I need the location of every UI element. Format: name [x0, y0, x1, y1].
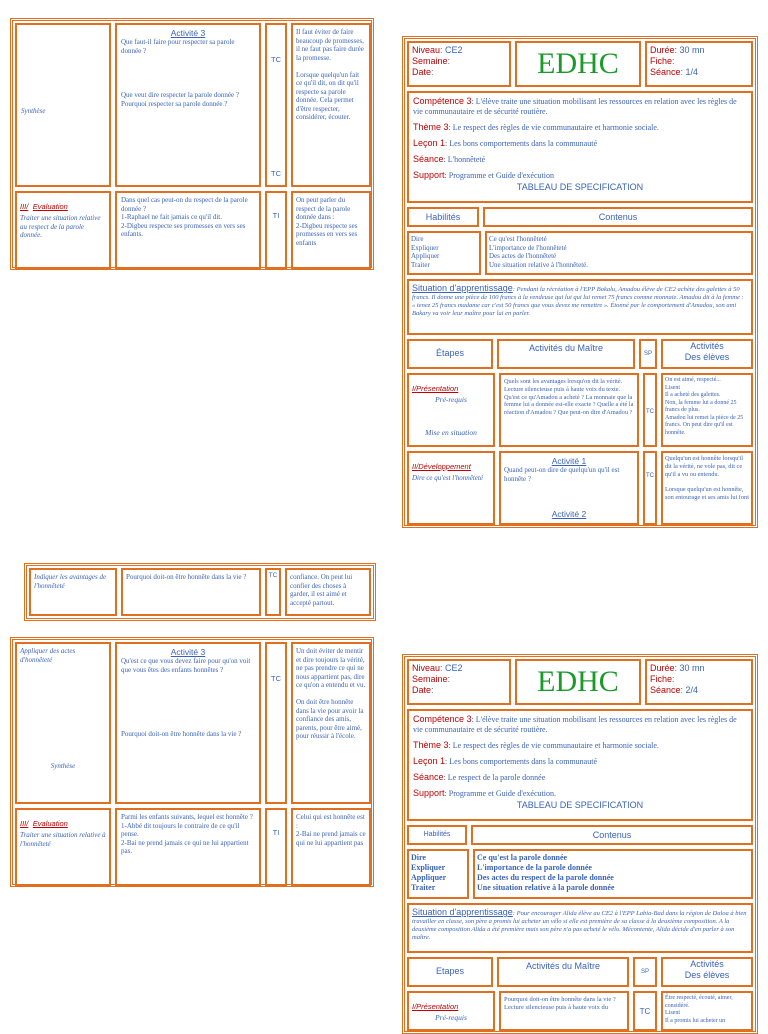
situation-label: Situation d'apprentissage	[412, 283, 513, 293]
competence2-block: Compétence 3: L'élève traite une situation mobilisant les ressources en relation avec les règles de vie communautaire et de sécurité routière. Thème 3: Le respect des règles de vie communautaire et harmonie sociale. Leçon 1: Les bons comportements dans la communauté Séance: Le respect de la parole donnée Support: Programme et Guide d'exécution. TABLEAU DE SPECIFICATION	[407, 709, 753, 821]
sp-label: SP	[643, 351, 652, 357]
panel-activite3-bottom	[10, 637, 374, 887]
niveau2-label: Niveau	[412, 663, 441, 673]
pres2-num: I/	[412, 1002, 417, 1011]
support2-text: Programme et Guide d'exécution.	[448, 789, 556, 798]
seance2-text: L'honnêteté	[447, 155, 486, 164]
lecon2-text: Les bons comportements dans la communauté	[449, 757, 598, 766]
evaluation-cell	[15, 191, 111, 269]
tableau2-title: TABLEAU DE SPECIFICATION	[516, 800, 644, 810]
date2-label: Date	[412, 685, 432, 695]
presentation2-maitre: Pourquoi doit-on être honnête dans la vie ? Lecture silencieuse puis à haute voix du	[504, 996, 616, 1011]
fiche-header-1	[402, 36, 758, 528]
subject-title: EDHC	[537, 47, 619, 80]
niveau2-cell: Niveau: CE2 Semaine: Date:	[407, 659, 511, 705]
duree2-cell: Durée: 30 mn Fiche: Séance: 2/4	[645, 659, 753, 705]
act-eleves2-header	[661, 957, 753, 987]
habilites-list: Dire Expliquer Appliquer Traiter	[411, 235, 440, 269]
competence-label: Compétence 3	[413, 96, 472, 106]
lecon-text: Les bons comportements dans la communauté	[449, 139, 598, 148]
eval2-text: Traiter une situation relative à l'honnêteté	[20, 831, 106, 848]
situation-text: Pendant la récréation à l'EPP Bokalu, Amadou élève de CE2 achète des galettes à 50 francs. Il donne une pièce de 100 francs à la vendeuse qui lui qui lui remet 75 francs comme monnaie. Amadou dit à la femme : « tenez 25 francs madame car c'est 50 francs que vous devez me remettre ». Étonné par le comportement d'Amadou, son ami Bakary va voir leur maître pour lui en parler.	[412, 286, 744, 317]
pres-label: Présentation	[416, 384, 459, 393]
presentation2-eleves-cell	[661, 991, 753, 1031]
fiche2-label: Fiche	[650, 674, 673, 684]
semaine2-label: Semaine	[412, 674, 448, 684]
ti2-label: TI	[272, 828, 280, 837]
lecon-label: Leçon 1	[413, 138, 446, 148]
duree-cell: Durée: 30 mn Fiche: Séance: 1/4	[645, 41, 753, 87]
avantages-question: Pourquoi doit-on être honnête dans la vie ?	[126, 573, 247, 581]
competence2-label: Compétence 3	[413, 714, 472, 724]
dev-num: II/	[412, 462, 419, 471]
eval-label: Evaluation	[32, 202, 68, 211]
sp2-header	[633, 957, 657, 987]
pres-num: I/	[412, 384, 417, 393]
contenus2-list: Ce qu'est la parole donnée L'importance de la parole donnée Des actes du respect de la parole donnée Une situation relative à la parole donnée	[477, 853, 615, 892]
seance-value: 1/4	[685, 67, 699, 77]
eval-question-cell	[115, 191, 261, 269]
ti-label: TI	[272, 211, 280, 220]
habilites2-label: Habilités	[423, 831, 451, 838]
act-maitre2-header	[497, 957, 629, 987]
activite3b-answer-cell	[291, 642, 371, 804]
act-eleves2-label: Activités Des élèves	[684, 959, 730, 980]
situation2-cell: Situation d'apprentissage: Pour encourager Alida élève au CE2 à l'EPP Labia-Bad dans la région de Daloa à bien travailler en classe, son père a promis lui acheter un vélo si elle est première de sa classe à la deuxième composition. A la deuxième composition Alida a été première mais son père n'a pas acheté le vélo. Mécontente, Alida décide d'en parler à son maître.	[407, 903, 753, 953]
act-maitre-label: Activités du Maître	[528, 343, 604, 353]
contenus2-label: Contenus	[592, 830, 632, 840]
activite3-question-cell	[115, 23, 261, 187]
developpement-eleves-cell	[661, 451, 753, 525]
competence-block: Compétence 3: L'élève traite une situation mobilisant les ressources en relation avec les règles de vie communautaire et de sécurité routière. Thème 3: Le respect des règles de vie communautaire et harmonie sociale. Leçon 1: Les bons comportements dans la communauté Séance: L'honnêteté Support: Programme et Guide d'exécution TABLEAU DE SPECIFICATION	[407, 91, 753, 203]
fiche-header-2	[402, 654, 758, 1034]
avantages-left-cell	[29, 568, 117, 616]
synthese-cell	[15, 23, 111, 187]
avantages-answer: confiance. On peut lui confier des choses à garder, il est aimé et accepté partout.	[290, 573, 353, 607]
developpement-cell	[407, 451, 495, 525]
support-text: Programme et Guide d'exécution	[448, 171, 554, 180]
duree-value: 30 mn	[679, 45, 705, 55]
activite3b-answer: Un doit éviter de mentir et dire toujours la vérité, ne pas prendre ce qui ne nous appartient pas, dire ce qu'on a entendu et vu. On doit être honnête dans la vie pour avoir la confiance des amis, parents, pour être aimé, pour réussir à l'école.	[296, 647, 366, 740]
presentation2-maitre-cell	[499, 991, 629, 1031]
tc-cell	[265, 23, 287, 187]
contenus2-header	[471, 825, 753, 845]
tc-label-2: TC	[271, 169, 281, 178]
sp2-label: SP	[640, 969, 649, 975]
date-label: Date	[412, 67, 432, 77]
niveau-cell: Niveau: CE2 Semaine: Date:	[407, 41, 511, 87]
synthese2-label: Synthèse	[50, 762, 76, 770]
theme-text: Le respect des règles de vie communautaire et harmonie sociale.	[452, 123, 659, 132]
presentation-maitre: Quels sont les avantages lorsqu'on dit la vérité. Lecture silencieuse puis à haute voix du texte. Qu'est ce qu'Amadou a acheté ? La monnaie que la femme lui a donnée est-elle exacte ? Quelle a été la réaction d'Amadou ? Que peut-on dire d'Amadou ?	[504, 378, 634, 417]
competence-text: L'élève traite une situation mobilisant les ressources en relation avec les règles de vie communautaire et de sécurité routière.	[413, 97, 737, 116]
developpement-maitre-cell	[499, 451, 639, 525]
semaine-label: Semaine	[412, 56, 448, 66]
seance2b-text: Le respect de la parole donnée	[447, 773, 546, 782]
act-eleves-label: Activités Des élèves	[684, 341, 730, 362]
activite3b-question-2: Pourquoi doit-on être honnête dans la vie ?	[121, 730, 242, 738]
activite3b-question-1: Qu'est ce que vous devez faire pour qu'on voit que vous êtes des enfants honnêtes ?	[121, 657, 251, 674]
etapes-label: Étapes	[435, 348, 465, 358]
avantages-answer-cell	[285, 568, 371, 616]
presentation-cell	[407, 373, 495, 447]
presentation-eleves-cell	[661, 373, 753, 447]
act-maitre-header	[497, 339, 635, 369]
duree2-label: Durée	[650, 663, 675, 673]
activite2-title: Activité 2	[551, 509, 587, 519]
avantages-left: Indiquer les avantages de l'honnêteté	[34, 573, 107, 590]
seance2-label: Séance	[413, 154, 444, 164]
activite1-question: Quand peut-on dire de quelqu'un qu'il est honnête ?	[504, 466, 620, 483]
contenus2-list-cell	[473, 849, 753, 899]
contenus-list: Ce qu'est l'honnêteté L'importance de l'honnêteté Des actes de l'honnêteté Une situation relative à l'honnêteté.	[489, 235, 589, 269]
etapes2-header	[407, 957, 493, 987]
contenus-header	[483, 207, 753, 227]
prereq-label: Pré-requis	[435, 395, 467, 404]
eval2-answer: Celui qui est honnête est : 2-Bai ne prend jamais ce qui ne lui appartient pas	[296, 813, 366, 847]
eval-text: Traiter une situation relative au respect de la parole donnée.	[20, 214, 101, 239]
activite3b-title: Activité 3	[170, 647, 206, 657]
theme2-text: Le respect des règles de vie communautaire et harmonie sociale.	[452, 741, 659, 750]
sp-header	[639, 339, 657, 369]
seance2-hd-value: 2/4	[685, 685, 699, 695]
avantages-question-cell	[121, 568, 261, 616]
panel-activite3-top	[10, 18, 374, 270]
activite3-answer-cell	[291, 23, 371, 187]
seance2-hd-label: Séance	[650, 685, 681, 695]
activite3-title: Activité 3	[170, 28, 206, 38]
subject2-title: EDHC	[537, 665, 619, 698]
activite3b-question-cell	[115, 642, 261, 804]
contenus-label: Contenus	[598, 212, 638, 222]
habilites-list-cell	[407, 231, 481, 275]
activite3-question-2: Que veut dire respecter la parole donnée ? Pourquoi respecter sa parole donnée ?	[121, 91, 239, 108]
synthese-label: Synthèse	[21, 107, 46, 115]
contenus-list-cell	[485, 231, 753, 275]
habilites2-header	[407, 825, 467, 845]
theme-label: Thème 3	[413, 122, 449, 132]
seance-label: Séance	[650, 67, 681, 77]
act-maitre2-label: Activités du Maître	[525, 961, 601, 971]
eval2-question-cell	[115, 808, 261, 886]
presentation-tc-cell	[643, 373, 657, 447]
support2-label: Support	[413, 788, 445, 798]
situation-cell: Situation d'apprentissage: Pendant la récréation à l'EPP Bokalu, Amadou élève de CE2 achète des galettes à 50 francs. Il donne une pièce de 100 francs à la vendeuse qui lui qui lui remet 75 francs comme monnaie. Amadou dit à la femme : « tenez 25 francs madame car c'est 50 francs que vous devez me remettre ». Étonné par le comportement d'Amadou, son ami Bakary va voir leur maître pour lui en parler.	[407, 279, 753, 335]
subject2-cell	[515, 659, 641, 705]
subject-cell	[515, 41, 641, 87]
activite3-question-1: Que faut-il faire pour respecter sa parole donnée ?	[121, 38, 235, 55]
eval2-num: III/	[20, 819, 29, 828]
presentation2-tc: TC	[639, 1007, 651, 1016]
presentation-eleves: On est aimé, respecté... Lisent Il a acheté des galettes. Non, la femme lui a donné 25 francs de plus. Amadou lui remet la pièce de 25 francs. On peut dire qu'il est honnête.	[665, 377, 744, 436]
developpement-tc: TC	[646, 473, 654, 479]
developpement-tc-cell	[643, 451, 657, 525]
support-label: Support	[413, 170, 445, 180]
avantages-tc-cell	[265, 568, 281, 616]
activite1-title: Activité 1	[551, 456, 587, 466]
etapes2-label: Etapes	[435, 966, 465, 976]
prereq2-label: Pré-requis	[435, 1013, 467, 1022]
evaluation2-cell	[15, 808, 111, 886]
habilites-label: Habilités	[425, 212, 461, 222]
dev-text: Dire ce qu'est l'honnêteté	[412, 474, 483, 482]
seance2b-label: Séance	[413, 772, 444, 782]
presentation-maitre-cell	[499, 373, 639, 447]
presentation2-eleves: Être respecté, écouté, aimer, considéré. Lisent Il a promis lui acheter un	[665, 995, 733, 1024]
eval-question: Dans quel cas peut-on du respect de la parole donnée ? 1-Raphael ne fait jamais ce qu'il dit. 2-Digbeu respecte ses promesses en vers ses enfants.	[121, 196, 248, 238]
tc2-label: TC	[271, 674, 281, 683]
niveau2-value: CE2	[445, 663, 463, 673]
tc2-cell	[265, 642, 287, 804]
habilites-header	[407, 207, 479, 227]
eval-num: III/	[20, 202, 29, 211]
presentation-tc: TC	[646, 409, 654, 415]
synthese2-cell	[15, 642, 111, 804]
ti2-cell	[265, 808, 287, 886]
lecon2-label: Leçon 1	[413, 756, 446, 766]
competence2-text: L'élève traite une situation mobilisant les ressources en relation avec les règles de vie communautaire et de sécurité routière.	[413, 715, 737, 734]
eval2-label: Evaluation	[32, 819, 68, 828]
tableau-title: TABLEAU DE SPECIFICATION	[516, 182, 644, 192]
avantages-tc: TC	[268, 572, 278, 579]
fiche-label: Fiche	[650, 56, 673, 66]
dev-label: Développement	[418, 462, 471, 471]
eval2-question: Parmi les enfants suivants, lequel est honnête ? 1-Abbé dit toujours le contraire de ce qu'il pense. 2-Bai ne prend jamais ce qui ne lui appartient pas.	[121, 813, 253, 855]
niveau-label: Niveau	[412, 45, 441, 55]
situation2-text: Pour encourager Alida élève au CE2 à l'EPP Labia-Bad dans la région de Daloa à bien travailler en classe, son père a promis lui acheter un vélo si elle est première de sa classe à la deuxième composition. A la deuxième composition Alida a été première mais son père n'a pas acheté le vélo. Mécontente, Alida décide d'en parler à son maître.	[412, 910, 747, 941]
eval-answer: On peut parler du respect de la parole donnée dans : 2-Digbeu respecte ses promesses en vers ses enfants	[296, 196, 358, 247]
activite3-answer: Il faut éviter de faire beaucoup de promesses, il ne faut pas faire durée la promesse. Lorsque quelqu'un fait ce qu'il dit, on dit qu'il respecte sa parole donnée. Cela permet d'être respecter, considérer, écouter.	[296, 28, 364, 121]
pres2-label: Présentation	[416, 1002, 459, 1011]
panel-avantages-strip	[24, 563, 376, 621]
duree-label: Durée	[650, 45, 675, 55]
theme2-label: Thème 3	[413, 740, 449, 750]
ti-cell	[265, 191, 287, 269]
mise-label: Mise en situation	[425, 427, 477, 437]
habilites2-list: Dire Expliquer Appliquer Traiter	[411, 853, 447, 892]
eval-answer-cell	[291, 191, 371, 269]
duree2-value: 30 mn	[679, 663, 705, 673]
etapes-header	[407, 339, 493, 369]
niveau-value: CE2	[445, 45, 463, 55]
presentation2-cell	[407, 991, 495, 1031]
tc-label-1: TC	[271, 55, 281, 64]
eval2-answer-cell	[291, 808, 371, 886]
situation2-label: Situation d'apprentissage	[412, 907, 513, 917]
developpement-eleves: Quelqu'un est honnête lorsqu'il dit la vérité, ne vole pas, dit ce qu'il a vu ou entendu. Lorsque quelqu'un est honnête, son entourage et ses amis lui font	[665, 455, 749, 501]
act-eleves-header	[661, 339, 753, 369]
appliquer-label: Appliquer des actes d'honnêteté	[20, 647, 76, 664]
habilites2-list-cell	[407, 849, 469, 899]
presentation2-tc-cell	[633, 991, 657, 1031]
